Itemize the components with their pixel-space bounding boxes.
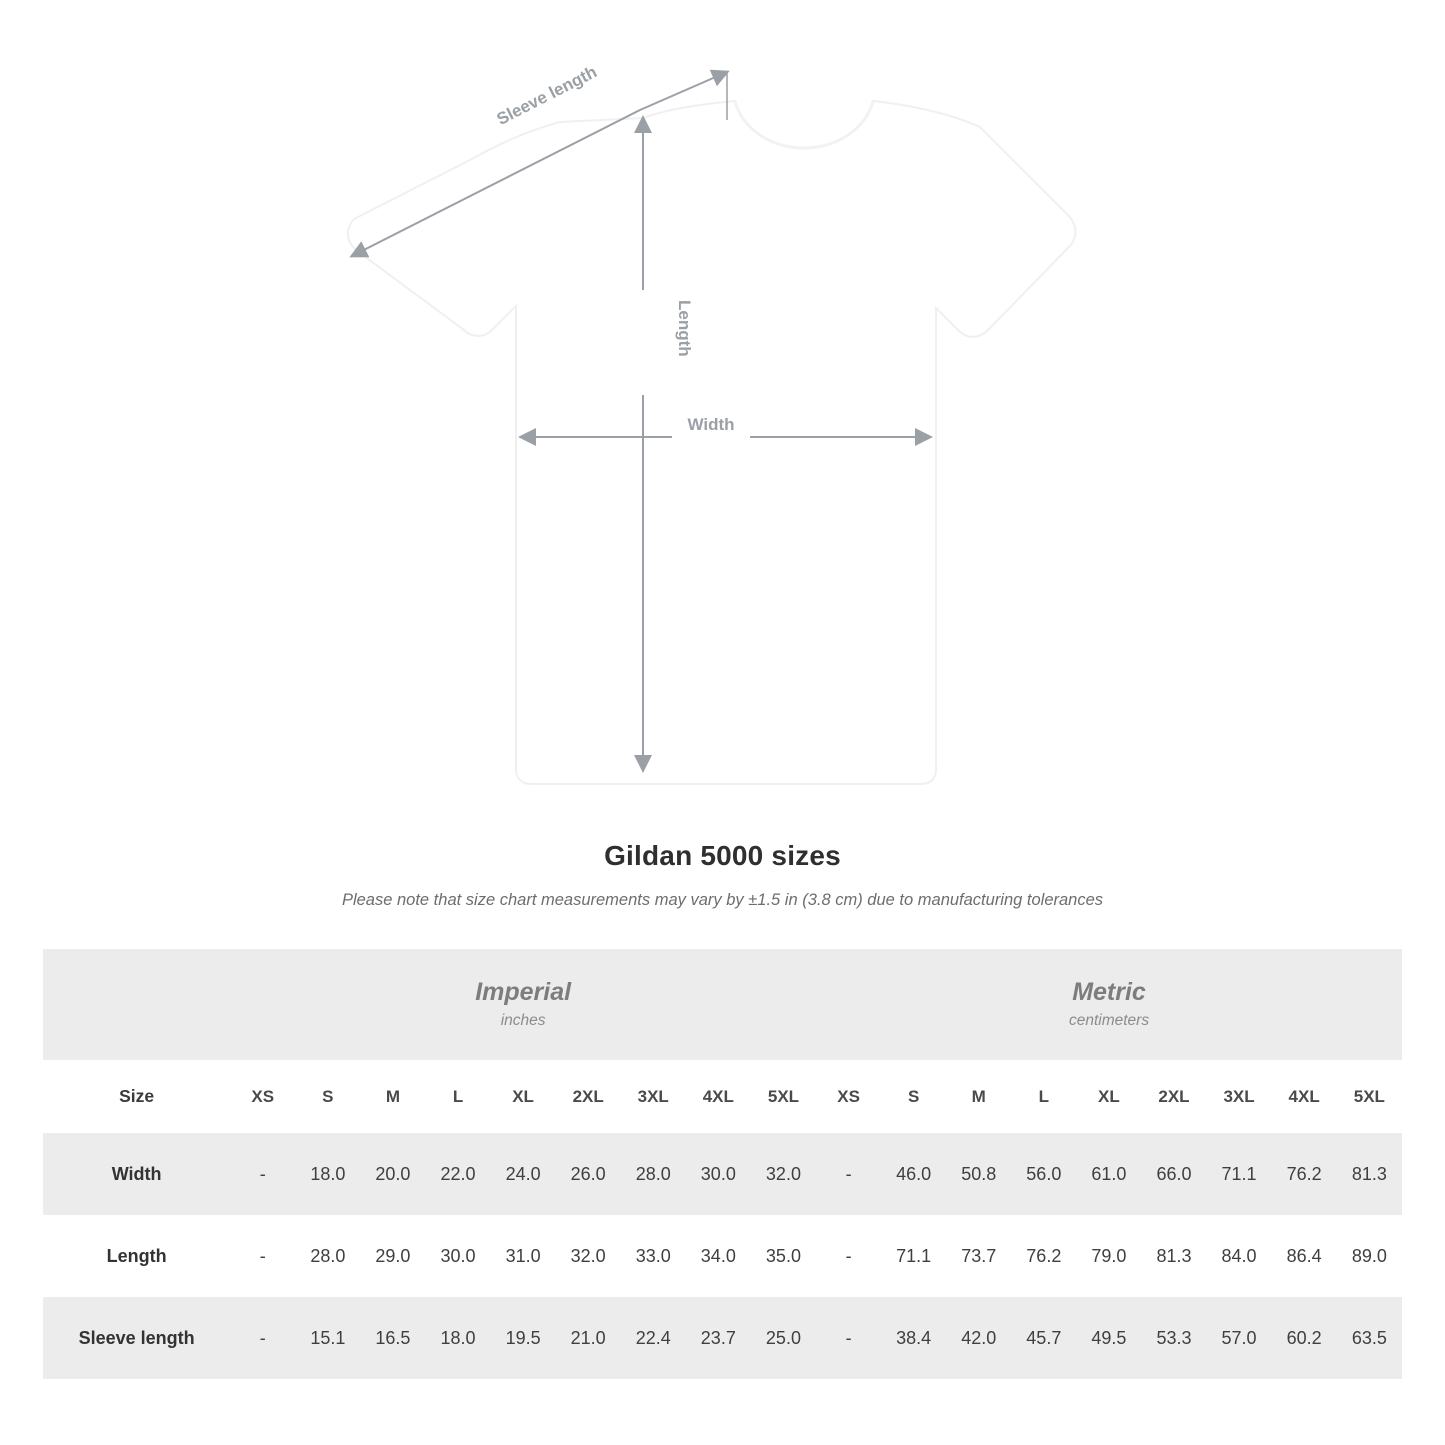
cell-sleeve-metric-s: 38.4: [881, 1297, 946, 1379]
row-label-width: Width: [43, 1133, 230, 1215]
cell-sleeve-metric-l: 45.7: [1011, 1297, 1076, 1379]
cell-length-imperial-4xl: 34.0: [686, 1215, 751, 1297]
size-header-imperial-s: S: [295, 1060, 360, 1133]
cell-length-imperial-l: 30.0: [425, 1215, 490, 1297]
size-header-metric-xl: XL: [1076, 1060, 1141, 1133]
table-row-length: [43, 1215, 1402, 1297]
unit-sub-imperial: inches: [500, 1012, 546, 1030]
cell-width-metric-m: 50.8: [946, 1133, 1011, 1215]
cell-width-metric-xl: 61.0: [1076, 1133, 1141, 1215]
cell-length-metric-s: 71.1: [881, 1215, 946, 1297]
cell-sleeve-imperial-2xl: 21.0: [556, 1297, 621, 1379]
cell-length-imperial-xs: -: [230, 1215, 295, 1297]
size-header-imperial-l: L: [425, 1060, 490, 1133]
cell-length-metric-m: 73.7: [946, 1215, 1011, 1297]
cell-length-imperial-m: 29.0: [360, 1215, 425, 1297]
cell-length-imperial-3xl: 33.0: [621, 1215, 686, 1297]
size-header-metric-l: L: [1011, 1060, 1076, 1133]
cell-sleeve-metric-m: 42.0: [946, 1297, 1011, 1379]
size-header-metric-3xl: 3XL: [1207, 1060, 1272, 1133]
cell-length-imperial-2xl: 32.0: [556, 1215, 621, 1297]
cell-length-imperial-5xl: 35.0: [751, 1215, 816, 1297]
cell-sleeve-imperial-4xl: 23.7: [686, 1297, 751, 1379]
cell-sleeve-imperial-xl: 19.5: [491, 1297, 556, 1379]
size-header-metric-m: M: [946, 1060, 1011, 1133]
unit-name-metric: Metric: [1072, 977, 1146, 1006]
cell-width-imperial-2xl: 26.0: [556, 1133, 621, 1215]
cell-sleeve-metric-2xl: 53.3: [1141, 1297, 1206, 1379]
cell-sleeve-metric-5xl: 63.5: [1337, 1297, 1402, 1379]
label-sleeve-length: Sleeve length: [493, 62, 600, 129]
cell-length-metric-xl: 79.0: [1076, 1215, 1141, 1297]
cell-width-imperial-4xl: 30.0: [686, 1133, 751, 1215]
unit-header-metric: [816, 949, 1402, 1060]
size-header-imperial-xl: XL: [491, 1060, 556, 1133]
table-row-width: [43, 1133, 1402, 1215]
cell-width-metric-l: 56.0: [1011, 1133, 1076, 1215]
cell-width-imperial-xs: -: [230, 1133, 295, 1215]
cell-width-imperial-5xl: 32.0: [751, 1133, 816, 1215]
page-title: Gildan 5000 sizes: [604, 840, 841, 871]
size-header-imperial-xs: XS: [230, 1060, 295, 1133]
cell-length-metric-xs: -: [816, 1215, 881, 1297]
cell-width-imperial-m: 20.0: [360, 1133, 425, 1215]
cell-length-imperial-s: 28.0: [295, 1215, 360, 1297]
cell-width-imperial-3xl: 28.0: [621, 1133, 686, 1215]
size-header-imperial-4xl: 4XL: [686, 1060, 751, 1133]
cell-sleeve-metric-3xl: 57.0: [1207, 1297, 1272, 1379]
cell-width-metric-3xl: 71.1: [1207, 1133, 1272, 1215]
cell-width-imperial-l: 22.0: [425, 1133, 490, 1215]
size-chart-table-wrap: [43, 949, 1402, 1379]
label-length: Length: [675, 300, 694, 357]
size-header-metric-xs: XS: [816, 1060, 881, 1133]
cell-length-metric-3xl: 84.0: [1207, 1215, 1272, 1297]
cell-width-imperial-xl: 24.0: [491, 1133, 556, 1215]
cell-length-metric-2xl: 81.3: [1141, 1215, 1206, 1297]
size-header-metric-2xl: 2XL: [1141, 1060, 1206, 1133]
cell-width-metric-s: 46.0: [881, 1133, 946, 1215]
cell-sleeve-imperial-3xl: 22.4: [621, 1297, 686, 1379]
row-label-length: Length: [43, 1215, 230, 1297]
cell-sleeve-imperial-m: 16.5: [360, 1297, 425, 1379]
size-header-metric-4xl: 4XL: [1272, 1060, 1337, 1133]
cell-length-metric-l: 76.2: [1011, 1215, 1076, 1297]
measurement-tolerance-note: Please note that size chart measurements may vary by ±1.5 in (3.8 cm) due to manufacturing tolerances: [341, 891, 1104, 909]
unit-header-spacer: [43, 949, 230, 1060]
cell-sleeve-metric-xs: -: [816, 1297, 881, 1379]
cell-length-imperial-xl: 31.0: [491, 1215, 556, 1297]
cell-width-metric-xs: -: [816, 1133, 881, 1215]
label-width: Width: [687, 415, 735, 434]
cell-width-imperial-s: 18.0: [295, 1133, 360, 1215]
table-row-sleeve-length: [43, 1297, 1402, 1379]
cell-sleeve-metric-4xl: 60.2: [1272, 1297, 1337, 1379]
chart-title-block: [0, 840, 1445, 910]
size-header-imperial-m: M: [360, 1060, 425, 1133]
cell-sleeve-imperial-xs: -: [230, 1297, 295, 1379]
size-header-metric-s: S: [881, 1060, 946, 1133]
size-header-imperial-3xl: 3XL: [621, 1060, 686, 1133]
cell-sleeve-imperial-5xl: 25.0: [751, 1297, 816, 1379]
cell-width-metric-2xl: 66.0: [1141, 1133, 1206, 1215]
cell-width-metric-4xl: 76.2: [1272, 1133, 1337, 1215]
cell-sleeve-imperial-l: 18.0: [425, 1297, 490, 1379]
unit-header-row: [43, 949, 1402, 1060]
unit-name-imperial: Imperial: [475, 977, 572, 1006]
cell-sleeve-metric-xl: 49.5: [1076, 1297, 1141, 1379]
unit-header-imperial: [230, 949, 816, 1060]
size-header-imperial-2xl: 2XL: [556, 1060, 621, 1133]
cell-sleeve-imperial-s: 15.1: [295, 1297, 360, 1379]
row-header-size: Size: [43, 1060, 230, 1133]
cell-length-metric-4xl: 86.4: [1272, 1215, 1337, 1297]
size-chart-table: [43, 949, 1402, 1379]
row-label-sleeve-length: Sleeve length: [43, 1297, 230, 1379]
size-header-imperial-5xl: 5XL: [751, 1060, 816, 1133]
cell-width-metric-5xl: 81.3: [1337, 1133, 1402, 1215]
size-header-metric-5xl: 5XL: [1337, 1060, 1402, 1133]
size-header-row: [43, 1060, 1402, 1133]
unit-sub-metric: centimeters: [1068, 1012, 1150, 1030]
cell-length-metric-5xl: 89.0: [1337, 1215, 1402, 1297]
